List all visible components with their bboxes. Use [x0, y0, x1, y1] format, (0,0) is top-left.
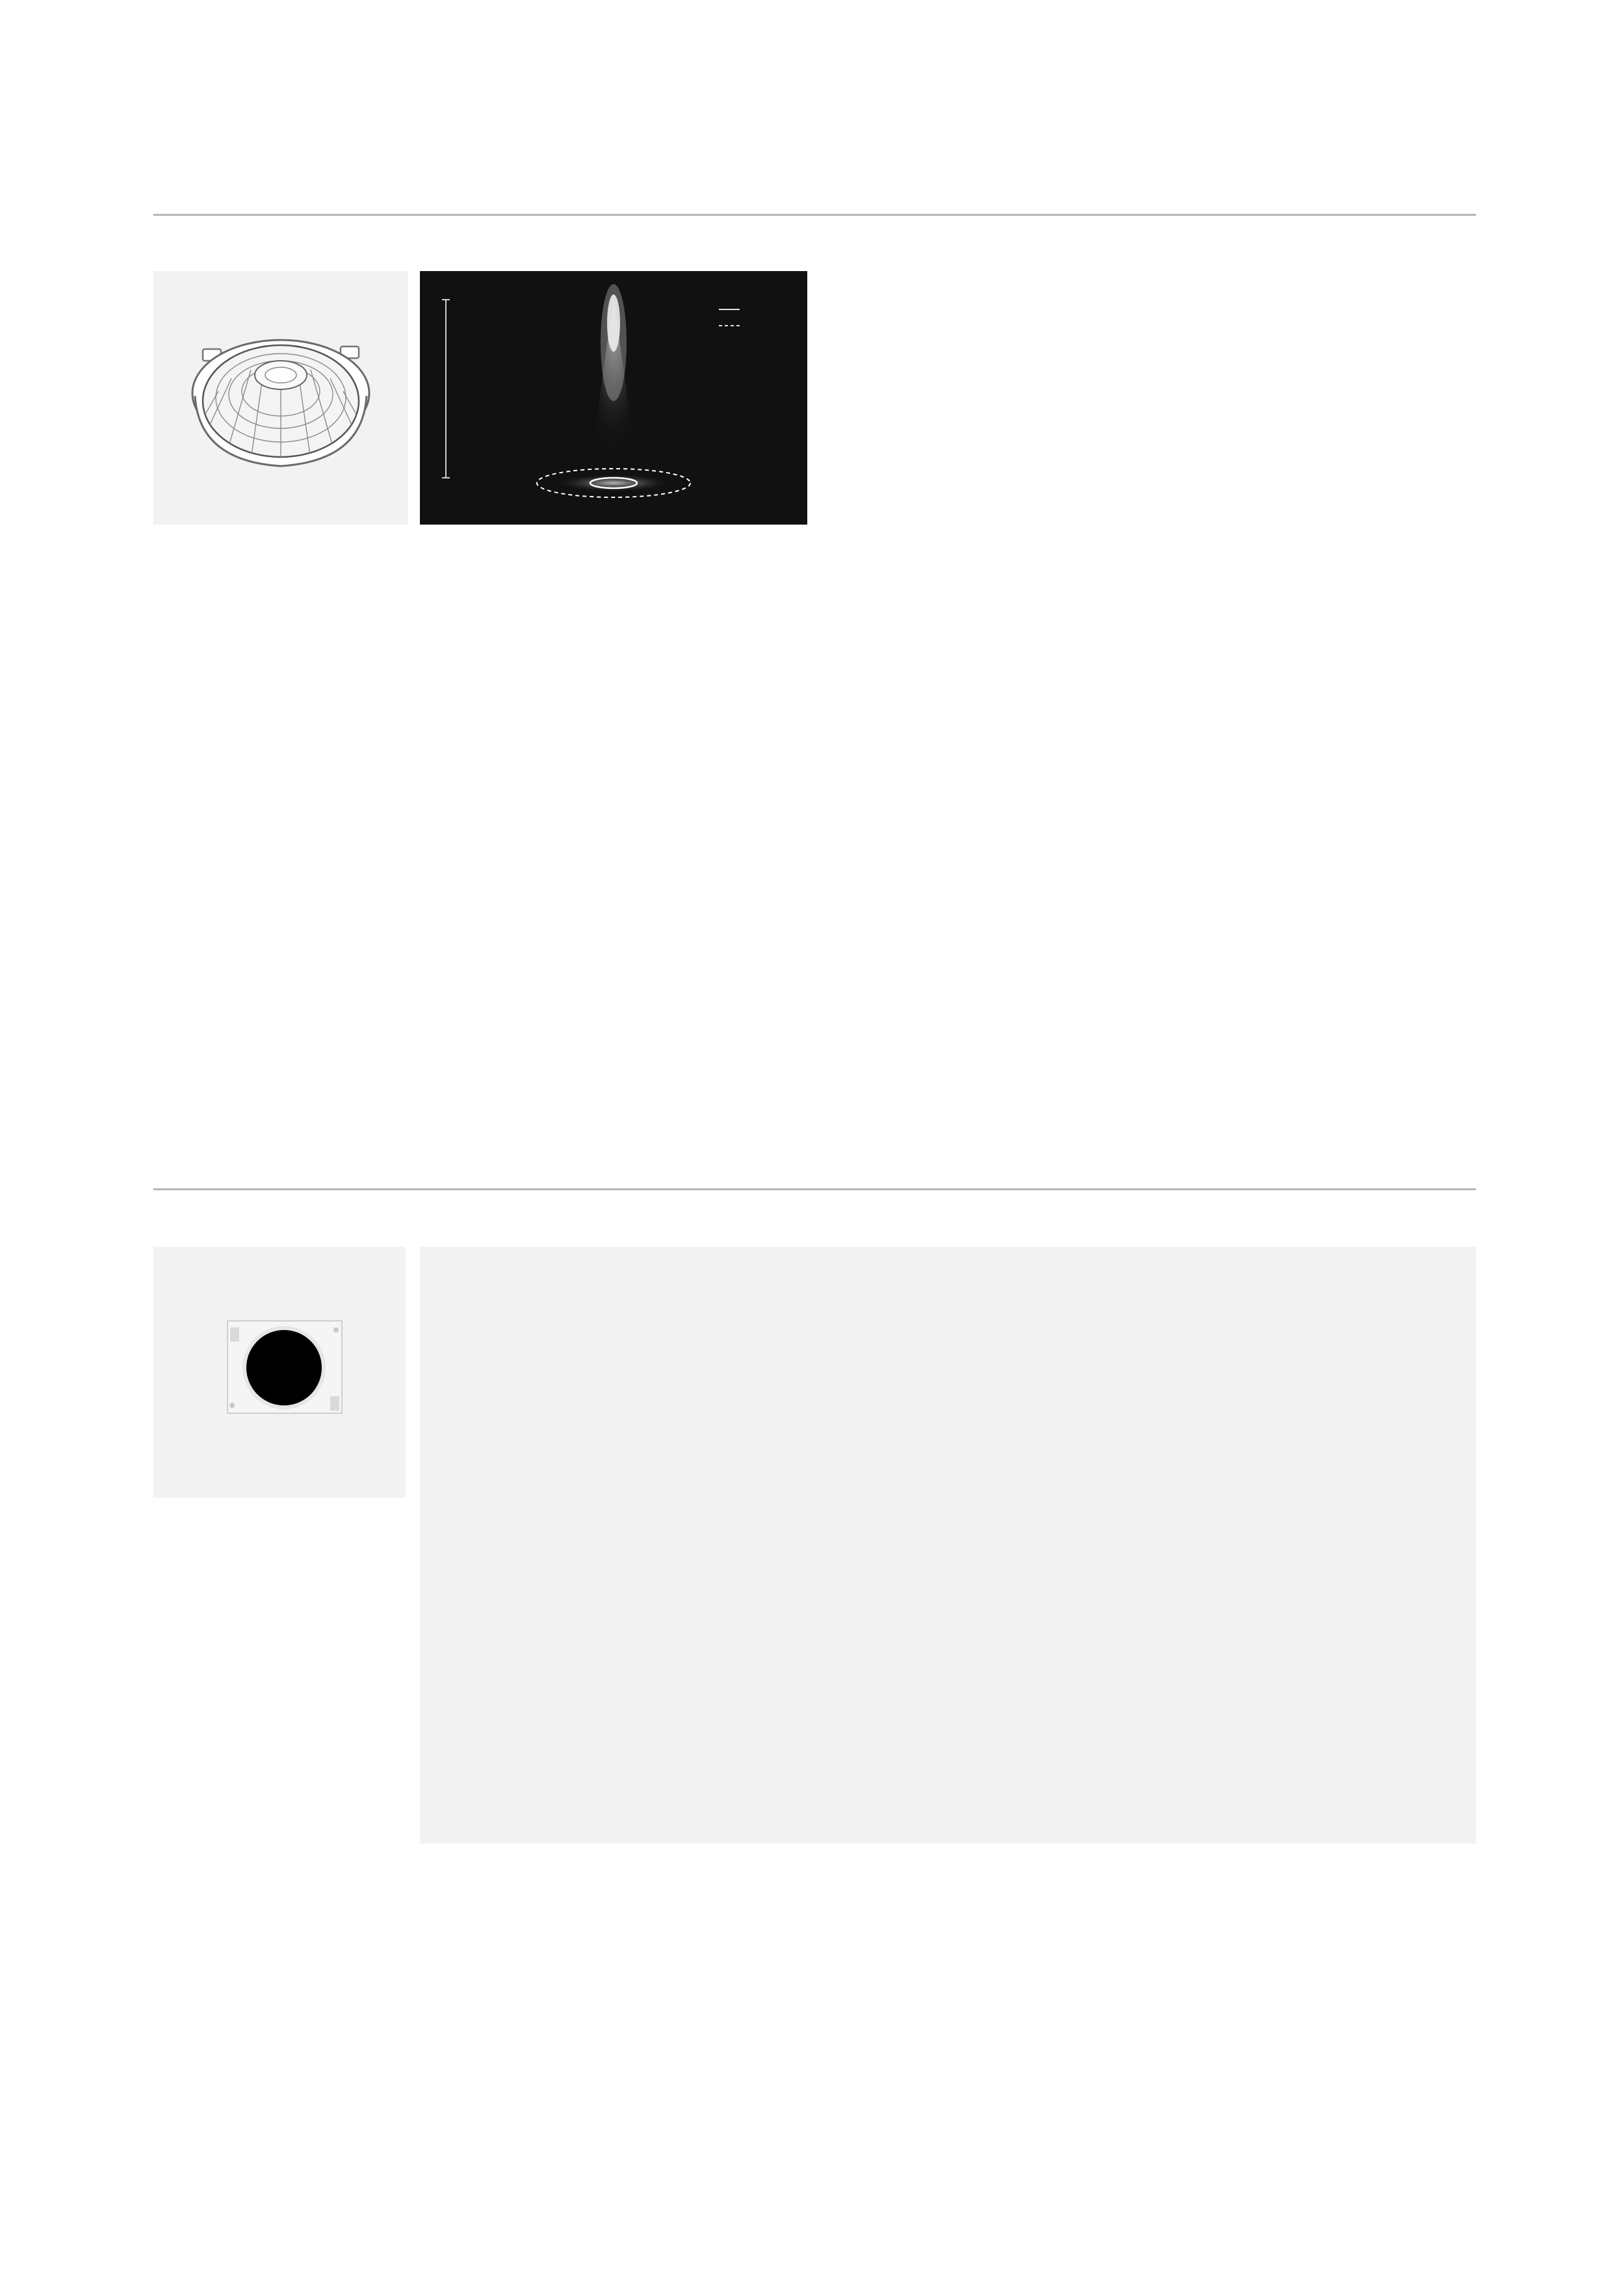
light-distribution-image	[420, 271, 807, 525]
side-tab	[1532, 130, 1563, 215]
description-en	[420, 1854, 941, 1876]
charts-panel	[420, 1247, 1476, 1844]
cob-image-panel	[153, 1247, 406, 1498]
product-image-panel	[153, 271, 408, 525]
led-rule	[153, 1188, 1476, 1190]
description-it	[955, 1854, 1476, 1876]
cob-chip-image	[153, 1247, 406, 1498]
cob-specs	[153, 1509, 407, 1554]
downlight-reflector-image	[153, 271, 408, 525]
optics-rule	[153, 214, 1476, 216]
photometry-panel	[420, 271, 807, 525]
charts-svg	[420, 1247, 1476, 1844]
